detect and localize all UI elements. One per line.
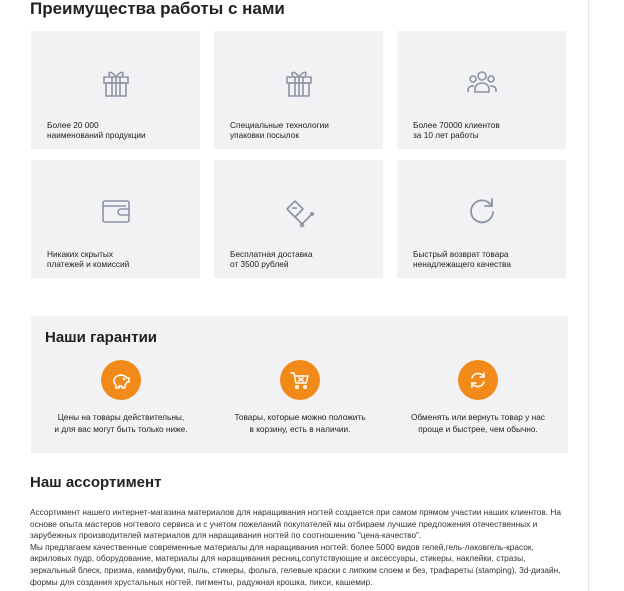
page-right-divider	[588, 0, 589, 591]
users-icon	[465, 65, 499, 99]
shopping-cart-icon	[280, 360, 320, 400]
gift-icon	[282, 65, 316, 99]
advantage-card-free-delivery	[214, 160, 383, 278]
guarantee-item-stock	[215, 360, 385, 435]
assortment-title: Наш ассортимент	[30, 474, 162, 491]
advantage-card-no-fees	[31, 160, 200, 278]
advantage-text: Быстрый возврат товара ненадлежащего качества	[413, 249, 511, 269]
guarantee-text: Обменять или вернуть товар у нас проще и быстрее, чем обычно.	[411, 412, 545, 434]
delivery-cart-icon	[282, 194, 316, 228]
gift-icon	[99, 65, 133, 99]
advantage-text: Бесплатная доставка от 3500 рублей	[230, 249, 313, 269]
refresh-icon	[465, 194, 499, 228]
advantage-text: Более 70000 клиентов за 10 лет работы	[413, 120, 500, 140]
advantages-title: Преимущества работы с нами	[30, 0, 285, 18]
guarantee-item-prices	[36, 360, 206, 435]
advantage-card-packaging	[214, 31, 383, 149]
piggy-bank-icon	[101, 360, 141, 400]
guarantee-text: Цены на товары действительны, и для вас могут быть только ниже.	[54, 412, 188, 434]
guarantees-title: Наши гарантии	[45, 329, 158, 346]
advantage-card-clients	[397, 31, 566, 149]
exchange-icon	[458, 360, 498, 400]
advantage-card-returns	[397, 160, 566, 278]
advantage-text: Более 20 000 наименований продукции	[47, 120, 146, 140]
assortment-paragraph: Мы предлагаем качественные современные материалы для наращивания ногтей: более 5000 видов гелей,гель-лаковгель-красок, акриловых пудр, оборудование, материалы для наращивания ресниц,сопутствующие и аксессуары, стикеры, наклейки, стразы, зеркальный блеск, призма, камифубуки, пыль, стикеры, фольга, гелевые краски с липким слоем и без, трафареты (stamping), 3d-дизайн, формы для создания хрустальных ногтей, пигменты, радужная крошка, пикси, кашемир.	[30, 541, 561, 587]
assortment-description	[30, 507, 570, 588]
wallet-icon	[99, 194, 133, 228]
guarantees-panel	[31, 316, 568, 453]
assortment-paragraph: Ассортимент нашего интернет-магазина материалов для наращивания ногтей создается при самом прямом участии наших клиентов. На основе опыта мастеров ногтевого сервиса и с учетом пожеланий покупателей мы отбираем лучшие предложения отечественных и зарубежных производителей материалов для наращивания ногтей по соотношению "цена-качество".	[30, 507, 561, 541]
guarantee-item-exchange	[393, 360, 563, 435]
advantage-text: Никаких скрытых платежей и комиссий	[47, 249, 130, 269]
advantage-text: Специальные технологии упаковки посылок	[230, 120, 329, 140]
guarantee-text: Товары, которые можно положить в корзину, есть в наличии.	[234, 412, 366, 434]
advantage-card-products	[31, 31, 200, 149]
